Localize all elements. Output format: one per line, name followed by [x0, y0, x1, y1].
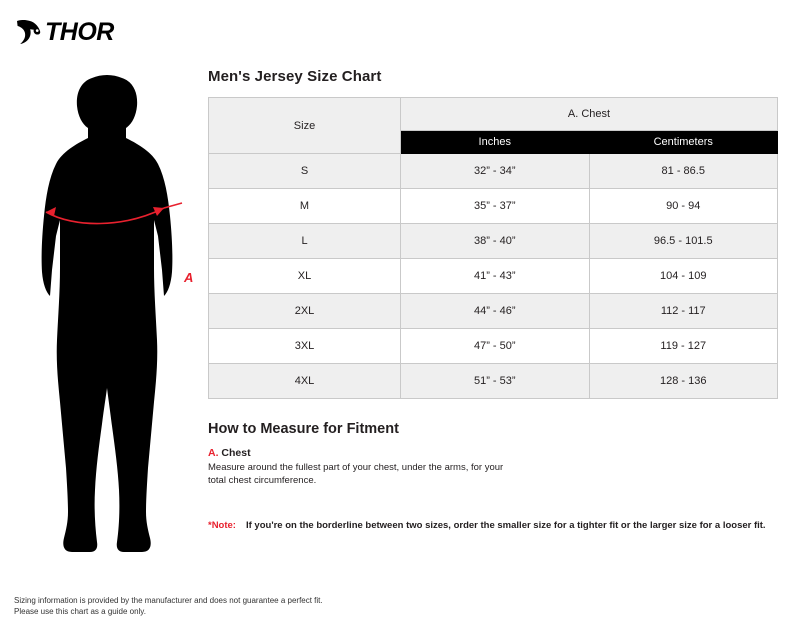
table-row — [209, 224, 778, 259]
male-torso-silhouette-icon — [16, 60, 196, 560]
table-row — [209, 154, 778, 189]
cell-inches: 35” - 37” — [401, 189, 590, 224]
cell-centimeters: 119 - 127 — [589, 329, 778, 364]
note-label: *Note: — [208, 519, 236, 531]
how-to-measure-item-heading — [208, 447, 780, 459]
footer-disclaimer — [14, 595, 323, 618]
how-to-measure-section — [208, 421, 780, 531]
figure-illustration — [16, 60, 196, 560]
chest-measure-arrow-icon — [34, 200, 194, 240]
note-line — [208, 520, 780, 531]
table-row — [209, 259, 778, 294]
how-to-measure-title: How to Measure for Fitment — [208, 421, 399, 437]
cell-inches: 41” - 43” — [401, 259, 590, 294]
cell-inches: 51” - 53” — [401, 364, 590, 399]
cell-size: M — [209, 189, 401, 224]
cell-size: XL — [209, 259, 401, 294]
cell-size: L — [209, 224, 401, 259]
note-text: If you're on the borderline between two sizes, order the smaller size for a tighter fit or the larger size for a looser fit. — [245, 519, 766, 531]
cell-centimeters: 81 - 86.5 — [589, 154, 778, 189]
table-row — [209, 294, 778, 329]
cell-centimeters: 128 - 136 — [589, 364, 778, 399]
cell-centimeters: 104 - 109 — [589, 259, 778, 294]
how-to-measure-item-letter: A. — [208, 447, 219, 459]
table-row — [209, 329, 778, 364]
cell-size: 3XL — [209, 329, 401, 364]
footer-line-2: Please use this chart as a guide only. — [14, 607, 146, 617]
table-row — [209, 364, 778, 399]
header-size: Size — [209, 98, 401, 154]
thor-helmet-icon — [14, 17, 44, 47]
cell-centimeters: 90 - 94 — [589, 189, 778, 224]
table-row — [209, 189, 778, 224]
main-content — [208, 68, 780, 531]
size-chart-table — [208, 97, 778, 399]
cell-centimeters: 96.5 - 101.5 — [589, 224, 778, 259]
how-to-measure-item-name: Chest — [221, 447, 251, 459]
cell-centimeters: 112 - 117 — [589, 294, 778, 329]
table-body — [209, 154, 778, 399]
how-to-measure-description: Measure around the fullest part of your chest, under the arms, for your total chest circumference. — [208, 462, 504, 486]
header-inches: Inches — [401, 130, 590, 153]
footer-line-1: Sizing information is provided by the manufacturer and does not guarantee a perfect fit. — [14, 595, 323, 605]
cell-size: 2XL — [209, 294, 401, 329]
table-header-row-1 — [209, 98, 778, 131]
cell-inches: 32” - 34” — [401, 154, 590, 189]
brand-logo — [14, 16, 114, 48]
brand-name: THOR — [45, 17, 114, 46]
cell-inches: 47” - 50” — [401, 329, 590, 364]
cell-size: 4XL — [209, 364, 401, 399]
measure-point-label-a: A — [184, 270, 194, 285]
header-centimeters: Centimeters — [589, 130, 778, 153]
table-head — [209, 98, 778, 154]
page-title: Men's Jersey Size Chart — [208, 68, 382, 85]
cell-inches: 44” - 46” — [401, 294, 590, 329]
cell-size: S — [209, 154, 401, 189]
header-chest-group: A. Chest — [401, 98, 778, 131]
cell-inches: 38” - 40” — [401, 224, 590, 259]
